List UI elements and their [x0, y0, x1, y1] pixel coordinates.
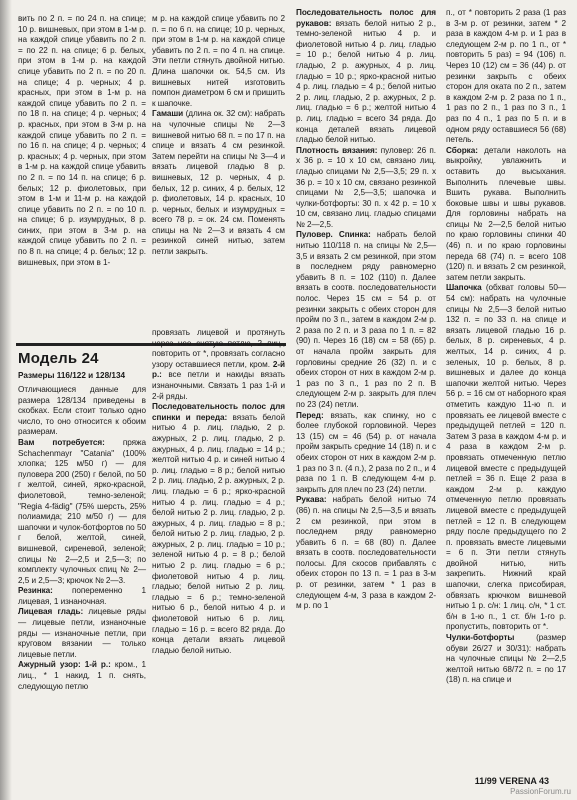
row2-label: 2-й р.:	[152, 359, 285, 380]
stocking-text: лицевые ряды — лицевые петли, изнаночные ряды — изнаночные петли, при круговом вязании — только лицевые петли.	[18, 607, 146, 659]
sleeve-text: набрать белой нитью 74 (86) п. на спицы № 2,5—3,5 и вязать 2 см резинкой, при этом в последнем ряду равномерно убавить 6 п. = 68 (80) п. Далее вязать в соотв. последовательности полосы. Для скосов прибавлять с обеих сторон по 13 п. = 1 раз в 3-м р. от резинки, затем * 1 раз в следующем 4-м, 3 раза в каждом 2-м р. по 1	[296, 495, 436, 611]
column-1-bottom	[18, 385, 146, 692]
assembly-label: Сборка:	[446, 145, 478, 155]
rib-text: попеременно 1 лицевая, 1 изнаночная.	[18, 586, 146, 606]
back-label: Пуловер. Спинка:	[296, 230, 371, 240]
back-paragraph	[296, 230, 436, 410]
hat-finish-text: м р. на каждой спице убавить по 2 п. = по 6 п. на спице; 10 р. черных, при этом в 1-м р. на каждой спице убавить по 2 п. = по 4 п. на спице. Эти петли стянуть двойной нитью. Длина шапочки ок. 54,5 см. Из вишневых нитей изготовить помпон диаметром 6 см и пришить к шапочке.	[152, 14, 285, 108]
boots-text: (размер обуви 26/27 и 30/31): набрать на чулочные спицы № 2—2,5 желтой нитью 68/72 п. = по 17 (18) п. на спице и	[446, 633, 566, 685]
boots-paragraph	[446, 633, 566, 686]
stocking-paragraph	[18, 607, 146, 660]
openwork-paragraph	[18, 660, 146, 692]
front-paragraph	[296, 411, 436, 496]
sleeves-sequence-label: Последовательность полос для рукавов:	[296, 8, 436, 28]
binding-shadow	[0, 0, 12, 800]
boots-label: Чулки-ботфорты	[446, 633, 515, 643]
sleeve-label: Рукава:	[296, 495, 327, 505]
sleeves-sequence-text: вязать белой нитью 2 р., темно-зеленой нитью 4 р. и фиолетовой нитью 4 р. лиц. гладью = 10 р.; белой нитью 4 р. лиц. гладью, 2 р. ажурных, 4 р. лиц. гладью = 10 р.; ярко-красной нитью 4 р. лиц. гладью = 4 р.; белой нитью 2 р. лиц. гладью, 2 р. ажурных, 2 р. лиц. гладью = 6 р.; желтой нитью 4 р. лиц. гладью = всего 34 ряда. До конца деталей вязать лицевой гладью белой нитью.	[296, 18, 436, 145]
materials-text: пряжа Schachenmayr "Catania" (100% хлопка; 125 м/50 г) — для пуловера 200 (250) г белой, по 50 г желтой, синей, ярко-красной, фиолетовой, темно-зеленой; "Regia 4-fädig" (75% шерсть, 25% полиамида; 210 м/50 г) — для шапочки и чулок-ботфортов по 50 г белой, желтой, синей, вишневой, сиреневой, зеленой; спицы № 2—2,5 и 2,5—3; по комплекту чулочных спиц № 2—2,5 и 2,5—3; крючок № 2—3.	[18, 437, 146, 585]
front-text: вязать, как спинку, но с более глубокой горловиной. Через 13 (15) см = 46 (54) р. от начала пройм закрыть средние 14 (18) п. и с обеих сторон от них в каждом 2-м р. 1 раз по 3 п. (4 п.), 2 раза по 2 п., и 4 раза по 1 п. В следующем 4-м р. закрыть для плеч по 23 (24) петли.	[296, 410, 436, 494]
front-back-paragraph	[152, 402, 285, 656]
sleeve-paragraph	[296, 495, 436, 612]
sleeve-continued: п., от * повторить 2 раза (1 раз в 3-м р. от резинки, затем * 2 раза в каждом 4-м р. и 1 раз в следующем 2-м р. по 1 п., от * повторить 5 раз) = 94 (106) п. Через 10 (12) см = 36 (44) р. от резинки закрыть с обеих сторон для оката по 2 п., затем в каждом 2-м р. 2 раза по 1 п., 1 раз по 2 п., 1 раз по 3 п., 1 раз по 4 п., 1 раз по 5 п. и в одном ряду оставшиеся 56 (68) петель.	[446, 8, 566, 145]
hat-stripes-continued: вить по 2 п. = по 24 п. на спице; 10 р. вишневых, при этом в 1-м р. на каждой спице убавить по 2 п. = по 22 п. на спице; 6 р. белых, при этом в 1-м р. на каждой спице убавить по 2 п. = по 20 п. на спице; 4 р. черных; 4 р. красных, при этом в 1-м р. на каждой спице убавить по 2 п. = по 18 п. на спице; 4 р. черных; 4 р. красных, при этом в 3-м р. на каждой спице убавить по 2 п. = по 16 п. на спице; 4 р. черных; 4 р. красных; 4 р. черных, при этом в 1-м р. на каждой спице убавить по 2 п. = по 14 п. на спице; 6 р. белых; 12 р. фиолетовых, при этом в 1-м и 11-м р. на каждой спице убавить по 2 п. = по 10 п. на спице; 6 р. изумрудных, 8 р. синих, при этом в 3-м р. на каждой спице убавить по 2 п. = по 8 п. на спице; 4 р. белых; 12 р. вишневых, при этом в 1-	[18, 14, 146, 267]
site-watermark: PassionForum.ru	[510, 787, 571, 796]
column-4	[446, 8, 566, 686]
column-2-bottom	[152, 328, 285, 656]
openwork-continued	[152, 328, 285, 402]
stocking-label: Лицевая гладь:	[18, 607, 84, 617]
column-2-top	[152, 14, 285, 258]
density-text: пуловер: 26 п. х 36 р. = 10 х 10 см, связано лиц. гладью спицами № 2,5—3,5; 29 п. х 36 р. = 10 х 10 см, связано резинкой спицами № 2,5—3,5; шапочка и чулки-ботфорты: 30 п. х 42 р. = 10 х 10 см, связано лиц. гладью спицами № 2—2,5.	[296, 145, 436, 229]
density-label: Плотность вязания:	[296, 145, 378, 155]
front-back-label: Последовательность полос для спинки и переда:	[152, 402, 285, 422]
gamashi-paragraph	[152, 109, 285, 257]
row2-text: все петли и накиды вязать изнаночными. Связать 1 раз 1-й и 2-й ряды.	[152, 370, 285, 401]
hat-paragraph	[446, 283, 566, 633]
model-title: Модель 24	[18, 350, 99, 367]
assembly-text: детали наколоть на выкройку, увлажнить и оставить до высыхания. Выполнить плечевые швы. Вшить рукава. Выполнить боковые швы и швы рукавов. Для горловины набрать на спицы № 2—2,5 белой нитью по краю горловины спинки 40 (46) п. и по краю горловины переда 68 (74) п. = всего 108 (120) п. и вязать 2 см резинкой, затем петли закрыть.	[446, 145, 566, 282]
back-text: набрать белой нитью 110/118 п. на спицы № 2,5—3,5 и вязать 2 см резинкой, при этом в последнем ряду равномерно убавить 8 п. = 102 (110) п. Далее вязать в соотв. последовательности полос. Через 15 см = 54 р. от резинки закрыть с обеих сторон для пройм по 3 п., затем в каждом 2-м р. 2 раза по 2 п. и 3 раза по 1 п. = 82 (90) п. Через 16 (18) см = 58 (65) р. от начала пройм закрыть для горловины средние 26 (32) п. и с обеих сторон от них в каждом 2-м р. 1 раз по 3 п., 1 раз по 2 п. В следующем 2-м р. закрыть для плеч по 23 (24) петли.	[296, 230, 436, 409]
page-footer: 11/99 VERENA 43	[474, 776, 549, 786]
density-paragraph	[296, 146, 436, 231]
column-3	[296, 8, 436, 612]
hat-label: Шапочка	[446, 283, 482, 293]
openwork-text-cont: провязать лицевой и протянуть через нее снятую петлю, 2 лиц., повторить от *, провязать согласно узору оставшиеся петли, кром.	[152, 328, 285, 369]
column-1-top	[18, 14, 146, 268]
sizes-heading: Размеры 116/122 и 128/134	[18, 371, 126, 380]
front-label: Перед:	[296, 410, 324, 420]
sizes-note: Отличающиеся данные для размера 128/134 приведены в скобках. Если стоит только одно число, то оно относится к обоим размерам.	[18, 385, 146, 437]
materials-paragraph	[18, 438, 146, 586]
assembly-paragraph	[446, 146, 566, 284]
rib-label: Резинка:	[18, 586, 53, 596]
gamashi-label: Гамаши	[152, 109, 184, 119]
hat-text: (обхват головы 50—54 см): набрать на чулочные спицы № 2,5—3 белой нитью 132 п. = по 33 п. на спице и вязать лицевой гладью 16 р. белых, 8 р. сиреневых, 4 р. желтых, 14 р. синих, 4 р. зеленых, 10 р. белых, 8 р. вишневых и далее до конца шапочки желтой нитью. Через 56 р. = 16 см от наборного края отметить каждую 11-ю п. и провязать ее лицевой вместе с предыдущей петлей = 120 п. Затем 3 раза в каждом 4-м р. и 4 раза в каждом 2-м р. провязать отмеченную петлю лицевой вместе с предыдущей петлей = 36 п. Еще 2 раза в каждом 2-м р. каждую отмеченную петлю провязать лицевой вместе с предыдущей петлей = 12 п. В следующем ряду после предыдущего по 2 п. провязать вместе лицевыми = 6 п. Эти петли стянуть двойной нитью, нить закрепить. Нижний край шапочки, слегка присобирая, обвязать крючком вишневой нитью 1 р. с/н: 1 лиц. с/н, * 1 ст. б/н в 1-ю п., 1 ст. б/н 1-го р. пропустить, повторить от *.	[446, 283, 566, 632]
materials-label: Вам потребуется:	[18, 437, 105, 447]
front-back-text: вязать белой нитью 4 р. лиц. гладью, 2 р. ажурных, 2 р. лиц. гладью, 2 р. ажурных, 4 р. лиц. гладью = 14 р.; желтой нитью 4 р. и синей нитью 4 р. лиц. гладью = 8 р.; белой нитью 2 р. лиц. гладью, 2 р. ажурных, 2 р. лиц. гладью = 6 р.; ярко-красной нитью 4 р. лиц. гладью = 4 р.; белой нитью 2 р. лиц. гладью, 2 р. ажурных, 4 р. лиц. гладью = 8 р.; белой нитью 2 р. лиц. гладью, 2 р. ажурных, 2 р. лиц. гладью = 10 р.; зеленой нитью 4 р. = 8 р.; белой нитью 2 р. лиц. гладью = 6 р.; фиолетовой нитью 4 р. лиц. гладью; белой нитью 2 р. лиц. гладью = 6 р.; темно-зеленой нитью 6 р., белой нитью 4 р. и фиолетовой нитью 6 р. лиц. гладью = 16 р. = всего 82 ряда. До конца детали вязать лицевой гладью белой нитью.	[152, 412, 285, 655]
openwork-label: Ажурный узор: 1-й р.:	[18, 660, 111, 670]
gamashi-text: (длина ок. 32 см): набрать на чулочные спицы № 2—3 вишневой нитью 68 п. = по 17 п. на спице и вязать 4 см резинкой. Затем перейти на спицы № 3—4 и вязать лицевой гладью 8 р. вишневых, 12 р. черных, 4 р. белых, 12 р. синих, 4 р. белых, 12 р. фиолетовых, 14 р. красных, 10 р. черных, белых и изумрудных = всего 78 р. = ок. 24 см. Поменять спицы на № 2—3 и вязать 4 см резинкой синей нитью, затем петли закрыть.	[152, 109, 285, 257]
openwork-text: кром., 1 лиц., * 1 накид, 1 п. снять, следующую петлю	[18, 660, 146, 691]
rib-paragraph	[18, 586, 146, 607]
sleeves-sequence-paragraph	[296, 8, 436, 146]
